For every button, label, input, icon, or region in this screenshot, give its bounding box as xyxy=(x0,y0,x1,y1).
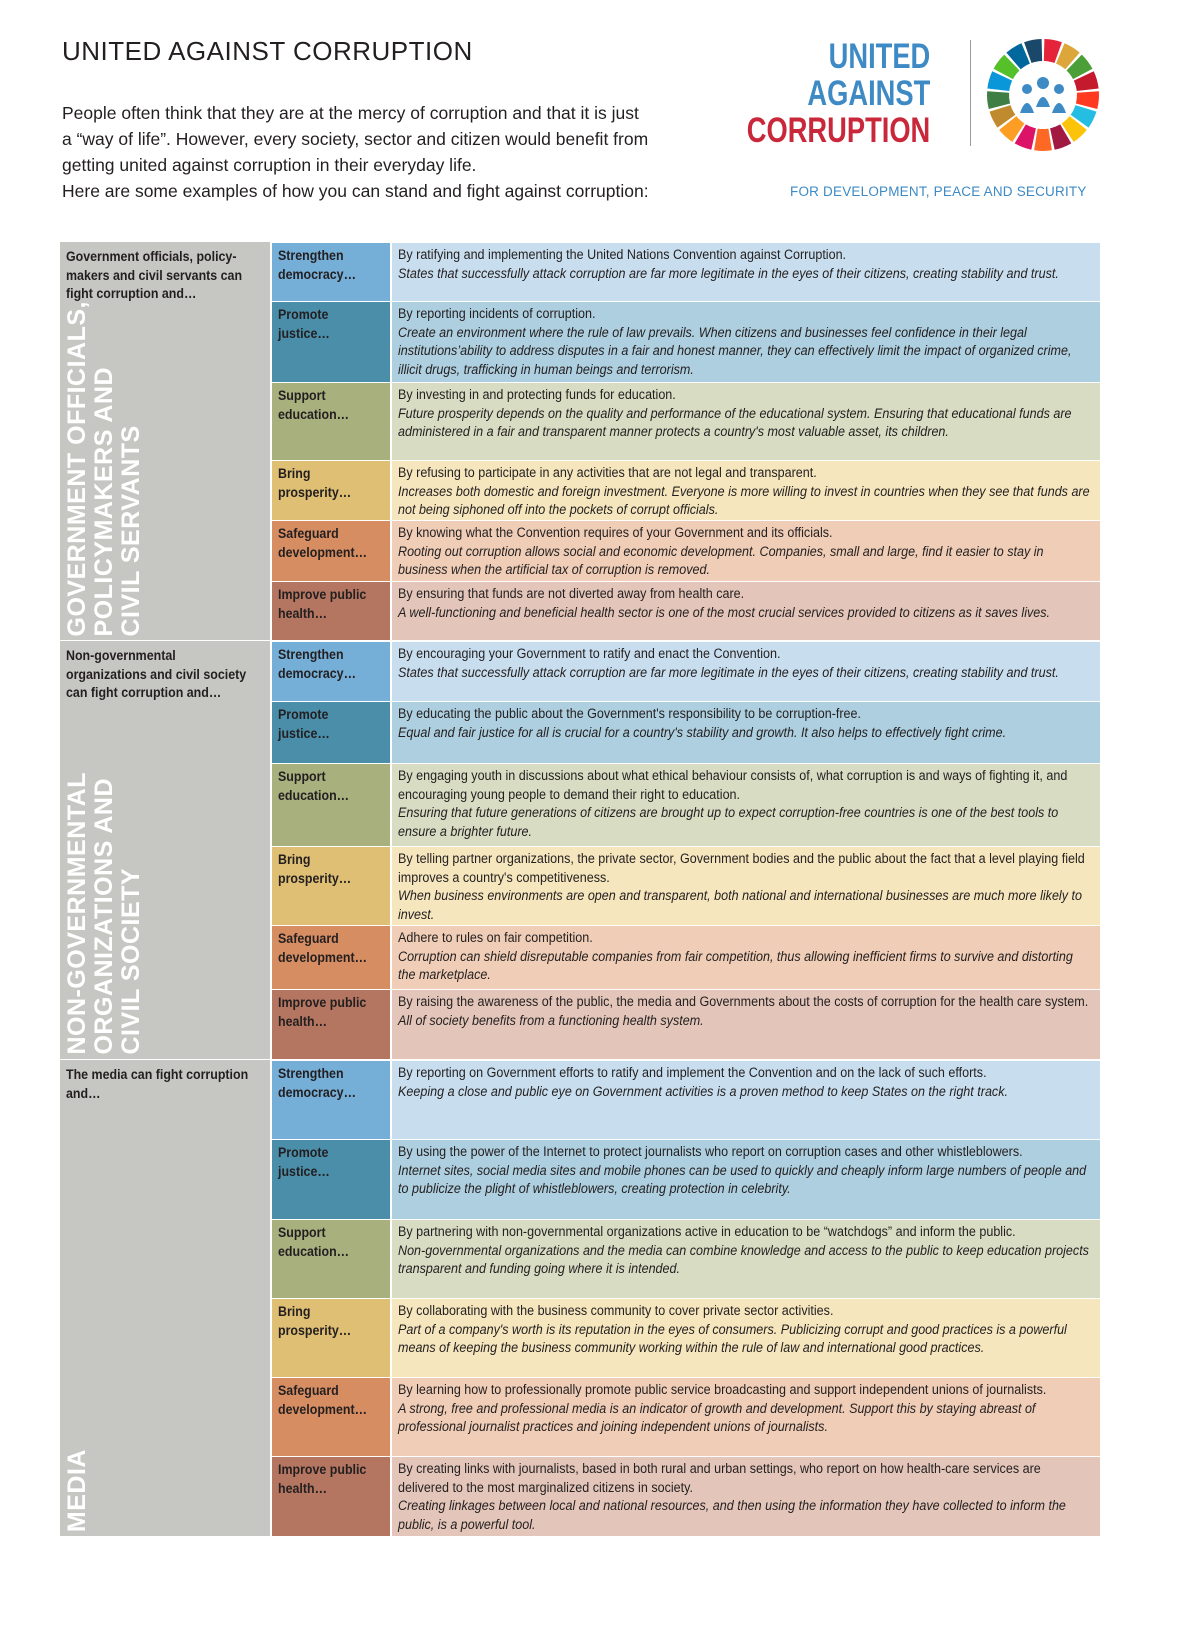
category-cell: Promote justice… xyxy=(272,302,392,382)
description-cell xyxy=(392,521,1100,581)
benefit-text: All of society benefits from a functioning health system. xyxy=(398,1012,704,1028)
description-cell xyxy=(392,1140,1100,1219)
table-row xyxy=(270,242,1100,301)
description-cell xyxy=(392,847,1100,925)
category-cell: Support education… xyxy=(272,764,392,846)
person-head xyxy=(1037,77,1049,89)
logo-line-corruption: CORRUPTION xyxy=(746,111,930,150)
group-government xyxy=(60,242,1100,641)
action-text: By reporting on Government efforts to ratify and implement the Convention and on the lack of such efforts. xyxy=(398,1065,987,1080)
benefit-text: Ensuring that future generations of citizens are brought up to expect corruption-free countries is one of the best tools to ensure a brighter future. xyxy=(398,805,1059,839)
table-row xyxy=(270,925,1100,989)
table-row xyxy=(270,1139,1100,1219)
category-cell: Strengthen democracy… xyxy=(272,642,392,701)
intro-text xyxy=(62,100,742,204)
benefit-text: Part of a company's worth is its reputation in the eyes of consumers. Publicizing corrupt and good practices is a powerful means of keeping the business community working within the rule of law and international good practices. xyxy=(398,1321,1067,1355)
actions-table xyxy=(60,242,1100,1537)
person-head xyxy=(1054,84,1064,94)
description-cell xyxy=(392,1299,1100,1377)
group-intro: Government officials, policy-makers and civil servants can fight corruption and… xyxy=(66,249,243,301)
description-cell xyxy=(392,642,1100,701)
description-cell xyxy=(392,461,1100,520)
group-vertical-label: MEDIA xyxy=(63,1448,91,1532)
description-cell xyxy=(392,1061,1100,1139)
intro-line: getting united against corruption in their everyday life. xyxy=(62,155,477,175)
action-text: By collaborating with the business community to cover private sector activities. xyxy=(398,1303,834,1318)
description-cell xyxy=(392,990,1100,1059)
table-row xyxy=(270,520,1100,581)
table-row xyxy=(270,1456,1100,1536)
action-text: By learning how to professionally promote public service broadcasting and support independent unions of journalists. xyxy=(398,1382,1047,1397)
table-row xyxy=(270,763,1100,846)
group-vertical-label: NON-GOVERNMENTAL ORGANIZATIONS AND CIVIL SOCIETY xyxy=(63,772,145,1055)
category-cell: Safeguard development… xyxy=(272,521,392,581)
description-cell xyxy=(392,702,1100,763)
logo-tagline: FOR DEVELOPMENT, PEACE AND SECURITY xyxy=(790,184,1087,199)
description-cell xyxy=(392,764,1100,846)
description-cell xyxy=(392,302,1100,382)
description-cell xyxy=(392,582,1100,640)
category-cell: Bring prosperity… xyxy=(272,847,392,925)
table-row xyxy=(270,1298,1100,1377)
group-ngo xyxy=(60,641,1100,1060)
category-cell: Improve public health… xyxy=(272,582,392,640)
action-text: By reporting incidents of corruption. xyxy=(398,306,596,321)
description-cell xyxy=(392,1457,1100,1536)
page-title: UNITED AGAINST CORRUPTION xyxy=(62,36,473,66)
action-text: By creating links with journalists, based in both rural and urban settings, who report on how health-care services are delivered to the most marginalized citizens in society. xyxy=(398,1461,1041,1495)
table-row xyxy=(270,1377,1100,1456)
description-cell xyxy=(392,243,1100,301)
description-cell xyxy=(392,926,1100,989)
description-cell xyxy=(392,1378,1100,1456)
group-media xyxy=(60,1060,1100,1537)
table-row xyxy=(270,701,1100,763)
description-cell xyxy=(392,383,1100,460)
intro-line: a “way of life”. However, every society, sector and citizen would benefit from xyxy=(62,129,649,149)
benefit-text: States that successfully attack corruption are far more legitimate in the eyes of their citizens, creating stability and trust. xyxy=(398,265,1059,281)
wheel-segment xyxy=(1034,129,1052,151)
category-cell: Strengthen democracy… xyxy=(272,1061,392,1139)
category-cell: Improve public health… xyxy=(272,990,392,1059)
action-text: By telling partner organizations, the private sector, Government bodies and the public about the fact that a level playing field improves a country's competitiveness. xyxy=(398,851,1085,885)
intro-line: People often think that they are at the mercy of corruption and that it is just xyxy=(62,103,639,123)
benefit-text: A well-functioning and beneficial health sector is one of the most crucial services provided to citizens as it saves lives. xyxy=(398,604,1051,620)
benefit-text: Create an environment where the rule of law prevails. When citizens and businesses feel confidence in their legal institutions’ability to address disputes in a fair and honest manner, they can effectively limit the impact of organized crime, illicit drugs, trafficking in human beings and terrorism. xyxy=(398,324,1072,377)
description-cell xyxy=(392,1220,1100,1298)
table-row xyxy=(270,382,1100,460)
table-row xyxy=(270,989,1100,1059)
benefit-text: Rooting out corruption allows social and economic development. Companies, small and large, find it easier to stay in business when the artificial tax of corruption is removed. xyxy=(398,543,1044,577)
action-text: By ensuring that funds are not diverted away from health care. xyxy=(398,586,745,601)
table-row xyxy=(270,641,1100,701)
table-row xyxy=(270,846,1100,925)
benefit-text: Equal and fair justice for all is crucial for a country's stability and growth. It also helps to effectively fight crime. xyxy=(398,724,1007,740)
logo-wordmark xyxy=(746,38,930,149)
benefit-text: Non-governmental organizations and the media can combine knowledge and access to the public to keep education projects transparent and funding going where it is intended. xyxy=(398,1242,1089,1276)
table-row xyxy=(270,581,1100,640)
intro-line: Here are some examples of how you can stand and fight against corruption: xyxy=(62,181,649,201)
logo-line-against: AGAINST xyxy=(807,74,930,113)
sdg-wheel-icon xyxy=(986,38,1100,152)
action-text: By encouraging your Government to ratify and enact the Convention. xyxy=(398,646,781,661)
wheel-segment xyxy=(987,91,1010,109)
logo-divider xyxy=(970,40,971,146)
benefit-text: Internet sites, social media sites and mobile phones can be used to quickly and cheaply inform large numbers of people and to publicize the plight of whistleblowers, creating protection in celebrity. xyxy=(398,1162,1087,1196)
category-cell: Safeguard development… xyxy=(272,926,392,989)
group-label xyxy=(60,242,270,640)
table-row xyxy=(270,460,1100,520)
table-row xyxy=(270,301,1100,382)
category-cell: Bring prosperity… xyxy=(272,1299,392,1377)
benefit-text: Corruption can shield disreputable companies from fair competition, thus allowing inefficient firms to survive and distorting the marketplace. xyxy=(398,948,1073,982)
action-text: By knowing what the Convention requires of your Government and its officials. xyxy=(398,525,833,540)
group-vertical-label: GOVERNMENT OFFICIALS, POLICYMAKERS AND CIVIL SERVANTS xyxy=(63,300,145,636)
action-text: By refusing to participate in any activities that are not legal and transparent. xyxy=(398,465,817,480)
benefit-text: States that successfully attack corruption are far more legitimate in the eyes of their citizens, creating stability and trust. xyxy=(398,664,1059,680)
benefit-text: Increases both domestic and foreign investment. Everyone is more willing to invest in countries when they see that funds are not being siphoned off into the pockets of corrupt officials. xyxy=(398,483,1090,517)
action-text: Adhere to rules on fair competition. xyxy=(398,930,593,945)
person-head xyxy=(1022,84,1032,94)
benefit-text: A strong, free and professional media is an indicator of growth and development. Support this by staying abreast of professional journalist practices and joining independent unions of journalists. xyxy=(398,1400,1036,1434)
group-intro: The media can fight corruption and… xyxy=(66,1067,249,1101)
category-cell: Safeguard development… xyxy=(272,1378,392,1456)
action-text: By educating the public about the Government's responsibility to be corruption-free. xyxy=(398,706,862,721)
action-text: By investing in and protecting funds for education. xyxy=(398,387,676,402)
action-text: By ratifying and implementing the United Nations Convention against Corruption. xyxy=(398,247,847,262)
category-cell: Bring prosperity… xyxy=(272,461,392,520)
benefit-text: Future prosperity depends on the quality and performance of the educational system. Ensuring that educational funds are administered in a fair and transparent manner protects a country's most valuable asset, its children. xyxy=(398,405,1072,439)
logo-line-united: UNITED xyxy=(828,37,930,76)
category-cell: Promote justice… xyxy=(272,702,392,763)
category-cell: Support education… xyxy=(272,383,392,460)
category-cell: Support education… xyxy=(272,1220,392,1298)
group-label xyxy=(60,1060,270,1536)
group-intro: Non-governmental organizations and civil society can fight corruption and… xyxy=(66,648,247,700)
wheel-center xyxy=(1013,65,1073,125)
benefit-text: When business environments are open and transparent, both national and international businesses are much more likely to invest. xyxy=(398,888,1082,922)
logo xyxy=(746,36,1100,206)
category-cell: Promote justice… xyxy=(272,1140,392,1219)
benefit-text: Keeping a close and public eye on Government activities is a proven method to keep States on the right track. xyxy=(398,1083,1008,1099)
action-text: By partnering with non-governmental organizations active in education to be “watchdogs” and inform the public. xyxy=(398,1224,1016,1239)
table-row xyxy=(270,1060,1100,1139)
group-label xyxy=(60,641,270,1059)
wheel-segment xyxy=(1076,91,1099,109)
action-text: By using the power of the Internet to protect journalists who report on corruption cases and other whistleblowers. xyxy=(398,1144,1023,1159)
category-cell: Improve public health… xyxy=(272,1457,392,1536)
table-row xyxy=(270,1219,1100,1298)
action-text: By raising the awareness of the public, the media and Governments about the costs of corruption for the health care system. xyxy=(398,994,1089,1009)
action-text: By engaging youth in discussions about what ethical behaviour consists of, what corruption is and ways of fighting it, and encouraging young people to demand their right to education. xyxy=(398,768,1068,802)
category-cell: Strengthen democracy… xyxy=(272,243,392,301)
benefit-text: Creating linkages between local and national resources, and then using the information they have collected to inform the public, is a powerful tool. xyxy=(398,1498,1066,1532)
